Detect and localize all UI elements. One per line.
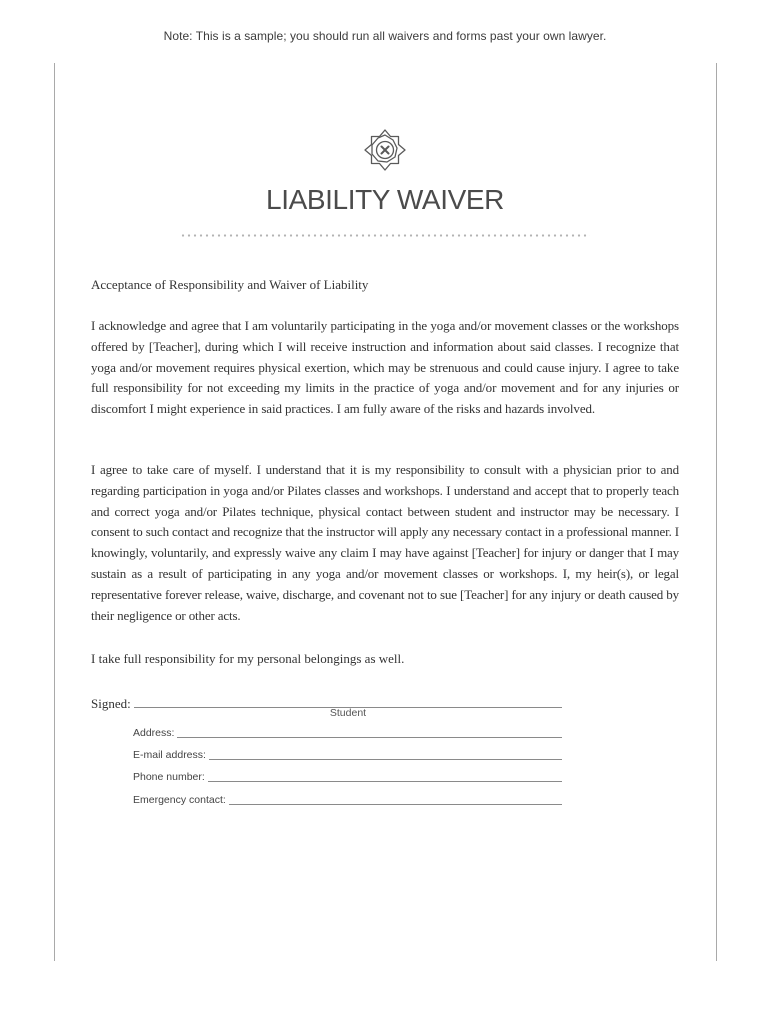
lotus-star-icon [361, 126, 409, 174]
address-label: Address: [133, 727, 175, 739]
sample-disclaimer-note: Note: This is a sample; you should run all waivers and forms past your own lawyer. [163, 29, 607, 43]
document-title: LIABILITY WAIVER [266, 184, 504, 215]
paragraph-acknowledgement: I acknowledge and agree that I am voluntarily participating in the yoga and/or movement classes or the workshops offered by [Teacher], during which I will receive instruction and information about said classes. I recognize that yoga and/or movement requires physical exertion, which may be strenuous and could cause injury. I agree to take full responsibility for not exceeding my limits in the practice of yoga and/or movement and for any injuries or discomfort I might experience in said practices. I am fully aware of the risks and hazards involved. [91, 318, 679, 417]
signed-label: Signed: [91, 696, 131, 711]
email-label: E-mail address: [133, 749, 206, 761]
emergency-contact-field[interactable] [133, 788, 562, 806]
emergency-contact-line[interactable] [229, 804, 562, 805]
phone-line[interactable] [208, 781, 562, 782]
address-line[interactable] [177, 737, 562, 738]
email-line[interactable] [209, 759, 562, 760]
paragraph-self-care-consent: I agree to take care of myself. I understand that it is my responsibility to consult with a physician prior to and regarding participation in yoga and/or Pilates classes and workshops. I understand and accept that to properly teach and correct yoga and/or Pilates technique, physical contact between student and instructor may be necessary. I consent to such contact and recognize that the instructor will apply any necessary contact in a professional manner. I knowingly, voluntarily, and expressly waive any claim I may have against [Teacher] for injury or danger that I may sustain as a result of participating in any yoga and/or movement classes or workshops. I, my heir(s), or legal representative forever release, waive, discharge, and covenant not to sue [Teacher] for any injury or death caused by their negligence or other acts. [91, 462, 679, 623]
waiver-subtitle: Acceptance of Responsibility and Waiver of Liability [91, 277, 369, 292]
phone-field[interactable] [133, 765, 562, 783]
student-caption: Student [329, 707, 367, 719]
dotted-divider [180, 234, 590, 237]
phone-label: Phone number: [133, 771, 205, 783]
email-field[interactable] [133, 743, 562, 761]
paragraph-belongings: I take full responsibility for my personal belongings as well. [91, 651, 405, 666]
address-field[interactable] [133, 721, 562, 739]
emergency-contact-label: Emergency contact: [133, 794, 226, 806]
